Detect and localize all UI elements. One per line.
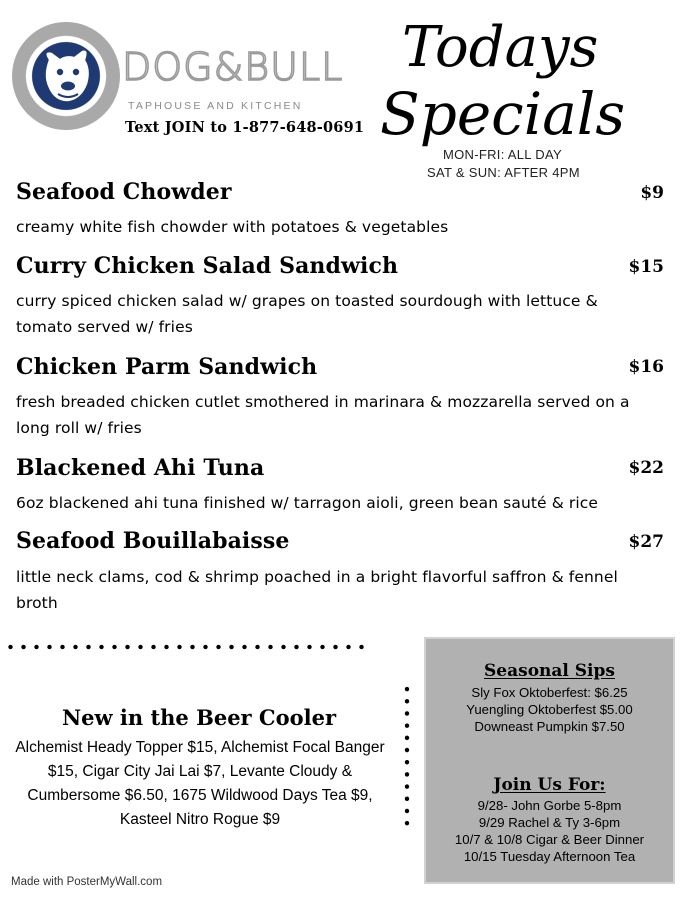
menu-item-price: $9 [640, 183, 664, 203]
menu-item-name: Seafood Chowder [16, 179, 232, 205]
seasonal-sip-item: Sly Fox Oktoberfest: $6.25 [471, 685, 628, 700]
seasonal-sip-item: Yuengling Oktoberfest $5.00 [466, 702, 633, 717]
dotted-divider-vertical [401, 683, 413, 829]
hours-weekday: MON-FRI: ALL DAY [443, 147, 562, 162]
title-todays: Todays [402, 15, 599, 80]
menu-item-price: $27 [628, 532, 664, 552]
menu-item-description: fresh breaded chicken cutlet smothered in marinara & mozzarella served on a long roll w/ fries [16, 393, 630, 437]
menu-item-name: Seafood Bouillabaisse [16, 528, 290, 554]
menu-item-name: Chicken Parm Sandwich [16, 354, 318, 380]
menu-item-name: Curry Chicken Salad Sandwich [16, 253, 399, 279]
menu-item-description: 6oz blackened ahi tuna finished w/ tarragon aioli, green bean sauté & rice [16, 494, 599, 512]
menu-item-price: $22 [628, 458, 664, 478]
event-item: 10/15 Tuesday Afternoon Tea [463, 849, 636, 864]
menu-item-price: $16 [628, 357, 664, 377]
brand-subtitle: TAPHOUSE AND KITCHEN [128, 100, 303, 112]
menu-item-description: creamy white fish chowder with potatoes & vegetables [16, 218, 449, 236]
menu-item-description: curry spiced chicken salad w/ grapes on toasted sourdough with lettuce & tomato served w/ fries [16, 292, 598, 336]
dotted-divider-horizontal [4, 641, 368, 653]
text-join-line: Text JOIN to 1-877-648-0691 [125, 119, 365, 136]
title-specials: Specials [380, 80, 626, 148]
event-item: 9/28- John Gorbe 5-8pm [477, 798, 622, 813]
specials-side-panel [424, 637, 675, 884]
beer-cooler-list: Alchemist Heady Topper $15, Alchemist Focal Banger $15, Cigar City Jai Lai $7, Levante Cloudy & Cumbersome $6.50, 1675 Wildwood Days Tea $9, Kasteel Nitro Rogue $9 [15, 739, 385, 828]
hours-weekend: SAT & SUN: AFTER 4PM [427, 165, 580, 180]
event-item: 9/29 Rachel & Ty 3-6pm [478, 815, 621, 830]
brand-name: DOG&BULL [122, 45, 344, 89]
bulldog-icon [12, 22, 120, 130]
event-item: 10/7 & 10/8 Cigar & Beer Dinner [454, 832, 645, 847]
menu-item-name: Blackened Ahi Tuna [16, 455, 265, 481]
footer-credit: Made with PosterMyWall.com [11, 876, 163, 888]
beer-cooler-heading: New in the Beer Cooler [61, 705, 337, 730]
menu-item-price: $15 [628, 257, 664, 277]
seasonal-sip-item: Downeast Pumpkin $7.50 [474, 719, 625, 734]
menu-item-description: little neck clams, cod & shrimp poached in a bright flavorful saffron & fennel broth [16, 568, 618, 612]
events-heading: Join Us For: [493, 775, 606, 795]
logo [12, 22, 120, 130]
seasonal-sips-heading: Seasonal Sips [484, 661, 615, 681]
